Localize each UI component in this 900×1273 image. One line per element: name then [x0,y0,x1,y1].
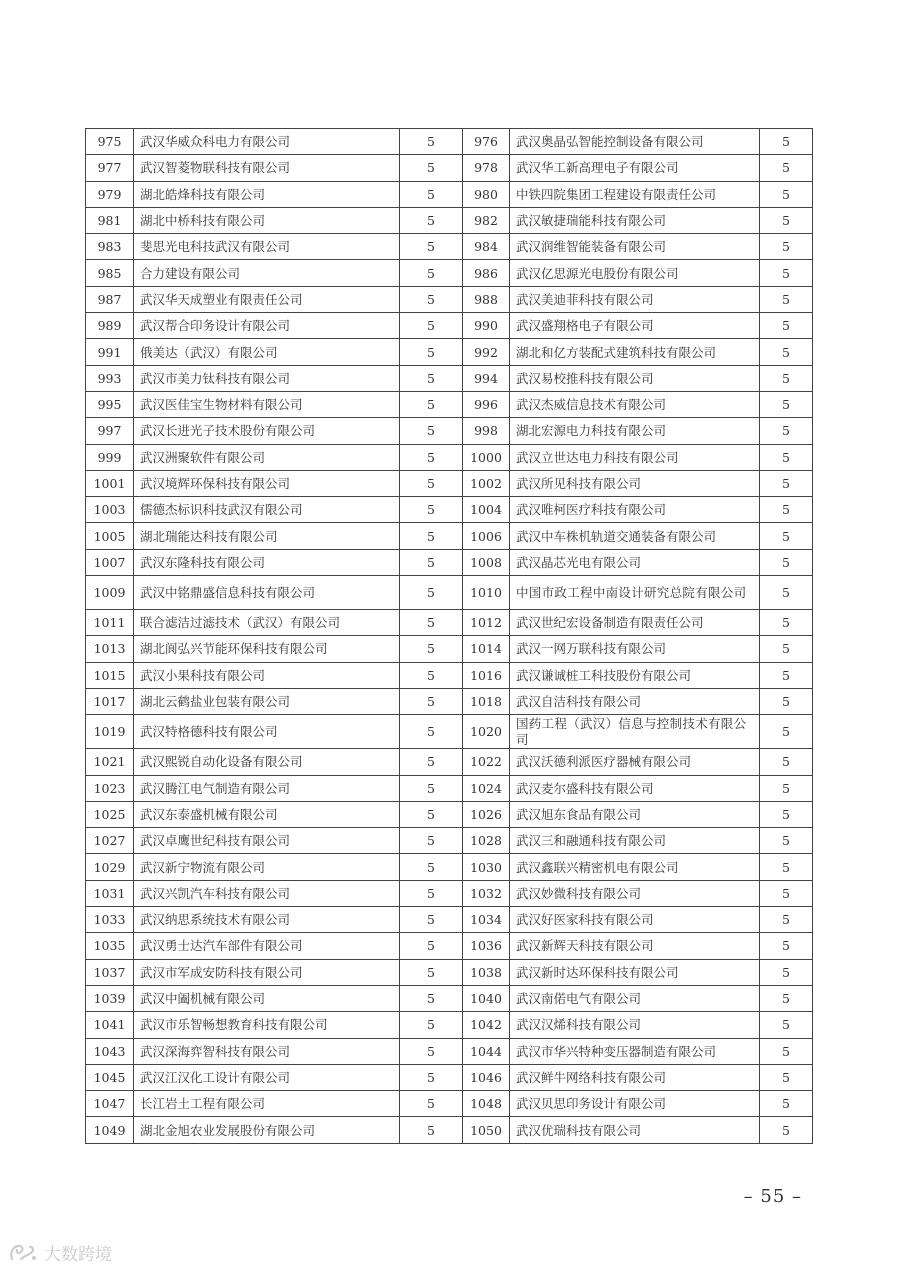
left-number-cell: 975 [86,129,134,155]
left-company-cell: 武汉洲聚软件有限公司 [134,444,400,470]
left-company-cell: 武汉华天成塑业有限责任公司 [134,286,400,312]
right-company-cell: 武汉一网万联科技有限公司 [510,636,760,662]
right-number-cell: 986 [463,260,510,286]
left-score-cell: 5 [400,854,463,880]
table-row [86,801,813,827]
right-score-cell: 5 [760,959,813,985]
left-company-cell: 湖北云鹤盐业包装有限公司 [134,688,400,714]
right-score-cell: 5 [760,610,813,636]
left-company-cell: 合力建设有限公司 [134,260,400,286]
left-score-cell: 5 [400,470,463,496]
table-row [86,339,813,365]
left-score-cell: 5 [400,418,463,444]
left-number-cell: 977 [86,155,134,181]
left-company-cell: 武汉智菱物联科技有限公司 [134,155,400,181]
right-number-cell: 1014 [463,636,510,662]
left-number-cell: 981 [86,207,134,233]
right-score-cell: 5 [760,1117,813,1143]
table-row [86,1117,813,1143]
right-company-cell: 武汉所见科技有限公司 [510,470,760,496]
right-score-cell: 5 [760,662,813,688]
left-score-cell: 5 [400,286,463,312]
table-row [86,523,813,549]
left-company-cell: 武汉帮合印务设计有限公司 [134,313,400,339]
right-score-cell: 5 [760,688,813,714]
left-company-cell: 武汉市乐智畅想教育科技有限公司 [134,1012,400,1038]
left-score-cell: 5 [400,129,463,155]
left-number-cell: 979 [86,181,134,207]
table-row [86,933,813,959]
right-score-cell: 5 [760,636,813,662]
left-score-cell: 5 [400,636,463,662]
left-number-cell: 993 [86,365,134,391]
left-score-cell: 5 [400,610,463,636]
left-score-cell: 5 [400,828,463,854]
right-number-cell: 1032 [463,880,510,906]
left-company-cell: 湖北金旭农业发展股份有限公司 [134,1117,400,1143]
table-row [86,549,813,575]
right-company-cell: 武汉敏捷瑞能科技有限公司 [510,207,760,233]
left-number-cell: 1019 [86,715,134,749]
left-company-cell: 武汉市军成安防科技有限公司 [134,959,400,985]
table-row [86,470,813,496]
left-number-cell: 983 [86,234,134,260]
table-body [86,129,813,1144]
right-score-cell: 5 [760,1012,813,1038]
left-number-cell: 1003 [86,497,134,523]
left-number-cell: 1037 [86,959,134,985]
left-score-cell: 5 [400,549,463,575]
right-company-cell: 中铁四院集团工程建设有限责任公司 [510,181,760,207]
right-number-cell: 996 [463,391,510,417]
left-company-cell: 长江岩土工程有限公司 [134,1091,400,1117]
left-score-cell: 5 [400,260,463,286]
right-number-cell: 1008 [463,549,510,575]
right-number-cell: 992 [463,339,510,365]
right-score-cell: 5 [760,854,813,880]
left-number-cell: 991 [86,339,134,365]
table-row [86,1012,813,1038]
right-company-cell: 武汉新辉天科技有限公司 [510,933,760,959]
left-score-cell: 5 [400,181,463,207]
table-row [86,775,813,801]
right-number-cell: 998 [463,418,510,444]
left-number-cell: 1027 [86,828,134,854]
right-score-cell: 5 [760,181,813,207]
table-row [86,365,813,391]
left-number-cell: 1043 [86,1038,134,1064]
left-number-cell: 1031 [86,880,134,906]
right-number-cell: 1030 [463,854,510,880]
left-score-cell: 5 [400,907,463,933]
left-number-cell: 1049 [86,1117,134,1143]
right-score-cell: 5 [760,391,813,417]
left-number-cell: 1039 [86,985,134,1011]
right-score-cell: 5 [760,933,813,959]
table-row [86,907,813,933]
left-company-cell: 武汉江汉化工设计有限公司 [134,1064,400,1090]
left-number-cell: 1033 [86,907,134,933]
left-score-cell: 5 [400,1064,463,1090]
table-row [86,715,813,749]
right-number-cell: 1002 [463,470,510,496]
table-row [86,155,813,181]
left-score-cell: 5 [400,775,463,801]
right-company-cell: 武汉易校推科技有限公司 [510,365,760,391]
left-company-cell: 湖北阆弘兴节能环保科技有限公司 [134,636,400,662]
left-score-cell: 5 [400,313,463,339]
right-number-cell: 1040 [463,985,510,1011]
right-score-cell: 5 [760,207,813,233]
table-row [86,234,813,260]
right-score-cell: 5 [760,444,813,470]
right-number-cell: 1012 [463,610,510,636]
right-company-cell: 武汉妙微科技有限公司 [510,880,760,906]
right-number-cell: 1006 [463,523,510,549]
right-company-cell: 武汉奥晶弘智能控制设备有限公司 [510,129,760,155]
right-company-cell: 武汉美迪菲科技有限公司 [510,286,760,312]
left-score-cell: 5 [400,391,463,417]
left-company-cell: 武汉东隆科技有限公司 [134,549,400,575]
right-number-cell: 1016 [463,662,510,688]
right-score-cell: 5 [760,339,813,365]
right-score-cell: 5 [760,523,813,549]
left-company-cell: 湖北中桥科技有限公司 [134,207,400,233]
left-company-cell: 武汉兴凯汽车科技有限公司 [134,880,400,906]
right-company-cell: 武汉鲜牛网络科技有限公司 [510,1064,760,1090]
right-number-cell: 1028 [463,828,510,854]
left-company-cell: 武汉中阖机械有限公司 [134,985,400,1011]
left-number-cell: 1035 [86,933,134,959]
left-number-cell: 995 [86,391,134,417]
right-number-cell: 1004 [463,497,510,523]
left-company-cell: 武汉华威众科电力有限公司 [134,129,400,155]
left-number-cell: 997 [86,418,134,444]
right-score-cell: 5 [760,234,813,260]
right-score-cell: 5 [760,1091,813,1117]
right-number-cell: 1020 [463,715,510,749]
left-score-cell: 5 [400,1012,463,1038]
left-score-cell: 5 [400,662,463,688]
left-number-cell: 1023 [86,775,134,801]
left-number-cell: 1029 [86,854,134,880]
table-row [86,1064,813,1090]
left-score-cell: 5 [400,207,463,233]
left-number-cell: 999 [86,444,134,470]
right-score-cell: 5 [760,497,813,523]
table-row [86,854,813,880]
table-row [86,959,813,985]
left-number-cell: 987 [86,286,134,312]
table-row [86,880,813,906]
left-score-cell: 5 [400,1117,463,1143]
table-row [86,1091,813,1117]
right-score-cell: 5 [760,715,813,749]
left-company-cell: 武汉熙锐自动化设备有限公司 [134,749,400,775]
left-score-cell: 5 [400,1091,463,1117]
left-company-cell: 湖北瑞能达科技有限公司 [134,523,400,549]
right-score-cell: 5 [760,828,813,854]
right-score-cell: 5 [760,260,813,286]
right-number-cell: 1024 [463,775,510,801]
right-company-cell: 武汉世纪宏设备制造有限责任公司 [510,610,760,636]
left-score-cell: 5 [400,155,463,181]
right-score-cell: 5 [760,1038,813,1064]
page-number: – 55 – [743,1186,802,1207]
right-company-cell: 武汉好医家科技有限公司 [510,907,760,933]
right-score-cell: 5 [760,365,813,391]
left-company-cell: 武汉新宁物流有限公司 [134,854,400,880]
left-score-cell: 5 [400,523,463,549]
right-number-cell: 976 [463,129,510,155]
left-score-cell: 5 [400,959,463,985]
right-number-cell: 1050 [463,1117,510,1143]
left-score-cell: 5 [400,880,463,906]
left-company-cell: 武汉长进光子技术股份有限公司 [134,418,400,444]
right-score-cell: 5 [760,749,813,775]
left-company-cell: 俄美达（武汉）有限公司 [134,339,400,365]
right-score-cell: 5 [760,801,813,827]
right-company-cell: 武汉润维智能装备有限公司 [510,234,760,260]
left-company-cell: 武汉纳思系统技术有限公司 [134,907,400,933]
table-row [86,391,813,417]
table-row [86,688,813,714]
right-number-cell: 990 [463,313,510,339]
left-number-cell: 1015 [86,662,134,688]
company-list-table [85,128,813,1144]
right-score-cell: 5 [760,1064,813,1090]
left-company-cell: 武汉中铭鼎盛信息科技有限公司 [134,576,400,610]
left-number-cell: 1009 [86,576,134,610]
left-number-cell: 1017 [86,688,134,714]
left-score-cell: 5 [400,801,463,827]
table-row [86,260,813,286]
right-score-cell: 5 [760,286,813,312]
left-company-cell: 斐思光电科技武汉有限公司 [134,234,400,260]
right-company-cell: 中国市政工程中南设计研究总院有限公司 [510,576,760,610]
left-score-cell: 5 [400,933,463,959]
left-number-cell: 1011 [86,610,134,636]
right-company-cell: 武汉谦诚桩工科技股份有限公司 [510,662,760,688]
left-score-cell: 5 [400,234,463,260]
right-number-cell: 1046 [463,1064,510,1090]
right-number-cell: 1022 [463,749,510,775]
left-score-cell: 5 [400,576,463,610]
right-score-cell: 5 [760,129,813,155]
right-number-cell: 1000 [463,444,510,470]
table-row [86,313,813,339]
right-number-cell: 1044 [463,1038,510,1064]
right-score-cell: 5 [760,576,813,610]
right-score-cell: 5 [760,313,813,339]
left-number-cell: 1001 [86,470,134,496]
left-company-cell: 武汉东泰盛机械有限公司 [134,801,400,827]
right-number-cell: 1048 [463,1091,510,1117]
right-company-cell: 武汉汉烯科技有限公司 [510,1012,760,1038]
left-company-cell: 湖北皓烽科技有限公司 [134,181,400,207]
right-company-cell: 武汉立世达电力科技有限公司 [510,444,760,470]
right-number-cell: 1018 [463,688,510,714]
left-score-cell: 5 [400,985,463,1011]
left-score-cell: 5 [400,1038,463,1064]
left-company-cell: 武汉卓鹰世纪科技有限公司 [134,828,400,854]
left-company-cell: 儒德杰标识科技武汉有限公司 [134,497,400,523]
left-number-cell: 1021 [86,749,134,775]
left-score-cell: 5 [400,365,463,391]
table-row [86,129,813,155]
right-company-cell: 武汉沃德利派医疗器械有限公司 [510,749,760,775]
table-row [86,636,813,662]
table-row [86,610,813,636]
right-company-cell: 武汉贝思印务设计有限公司 [510,1091,760,1117]
watermark [8,1240,112,1265]
right-score-cell: 5 [760,418,813,444]
table-row [86,1038,813,1064]
right-number-cell: 1036 [463,933,510,959]
right-number-cell: 994 [463,365,510,391]
left-company-cell: 武汉特格德科技有限公司 [134,715,400,749]
right-number-cell: 984 [463,234,510,260]
left-company-cell: 武汉腾江电气制造有限公司 [134,775,400,801]
left-company-cell: 武汉医佳宝生物材料有限公司 [134,391,400,417]
right-score-cell: 5 [760,880,813,906]
right-company-cell: 湖北宏源电力科技有限公司 [510,418,760,444]
right-company-cell: 武汉中车株机轨道交通装备有限公司 [510,523,760,549]
left-number-cell: 1007 [86,549,134,575]
right-company-cell: 武汉优瑞科技有限公司 [510,1117,760,1143]
right-company-cell: 武汉盛翔格电子有限公司 [510,313,760,339]
brand-logo-icon [8,1242,38,1264]
right-company-cell: 武汉晶芯光电有限公司 [510,549,760,575]
left-number-cell: 1005 [86,523,134,549]
left-company-cell: 联合滤洁过滤技术（武汉）有限公司 [134,610,400,636]
right-company-cell: 武汉自洁科技有限公司 [510,688,760,714]
table-row [86,207,813,233]
table-row [86,749,813,775]
left-score-cell: 5 [400,497,463,523]
table-row [86,286,813,312]
right-number-cell: 1010 [463,576,510,610]
left-number-cell: 1045 [86,1064,134,1090]
table-row [86,985,813,1011]
left-number-cell: 1041 [86,1012,134,1038]
table-row [86,497,813,523]
left-company-cell: 武汉勇士达汽车部件有限公司 [134,933,400,959]
left-score-cell: 5 [400,444,463,470]
left-score-cell: 5 [400,688,463,714]
right-number-cell: 988 [463,286,510,312]
left-number-cell: 1047 [86,1091,134,1117]
right-number-cell: 1042 [463,1012,510,1038]
right-number-cell: 1038 [463,959,510,985]
right-score-cell: 5 [760,549,813,575]
left-number-cell: 1013 [86,636,134,662]
left-score-cell: 5 [400,749,463,775]
right-company-cell: 武汉旭东食品有限公司 [510,801,760,827]
left-score-cell: 5 [400,715,463,749]
left-number-cell: 1025 [86,801,134,827]
left-company-cell: 武汉境辉环保科技有限公司 [134,470,400,496]
right-company-cell: 武汉市华兴特种变压器制造有限公司 [510,1038,760,1064]
right-score-cell: 5 [760,907,813,933]
left-number-cell: 985 [86,260,134,286]
table-row [86,181,813,207]
right-company-cell: 武汉杰威信息技术有限公司 [510,391,760,417]
right-number-cell: 982 [463,207,510,233]
table-row [86,444,813,470]
right-company-cell: 国药工程（武汉）信息与控制技术有限公司 [510,715,760,749]
right-number-cell: 1034 [463,907,510,933]
left-company-cell: 武汉小果科技有限公司 [134,662,400,688]
table-row [86,576,813,610]
right-score-cell: 5 [760,985,813,1011]
right-company-cell: 武汉南偌电气有限公司 [510,985,760,1011]
right-score-cell: 5 [760,775,813,801]
table-row [86,662,813,688]
left-score-cell: 5 [400,339,463,365]
right-company-cell: 武汉华工新高理电子有限公司 [510,155,760,181]
table-row [86,828,813,854]
right-company-cell: 武汉亿思源光电股份有限公司 [510,260,760,286]
right-company-cell: 湖北和亿方装配式建筑科技有限公司 [510,339,760,365]
right-company-cell: 武汉唯柯医疗科技有限公司 [510,497,760,523]
left-company-cell: 武汉深海弈智科技有限公司 [134,1038,400,1064]
watermark-text: 大数跨境 [44,1245,112,1265]
right-company-cell: 武汉三和融通科技有限公司 [510,828,760,854]
right-score-cell: 5 [760,155,813,181]
left-company-cell: 武汉市美力钛科技有限公司 [134,365,400,391]
table-row [86,418,813,444]
right-score-cell: 5 [760,470,813,496]
right-company-cell: 武汉鑫联兴精密机电有限公司 [510,854,760,880]
right-company-cell: 武汉新时达环保科技有限公司 [510,959,760,985]
right-number-cell: 1026 [463,801,510,827]
left-number-cell: 989 [86,313,134,339]
right-company-cell: 武汉麦尔盛科技有限公司 [510,775,760,801]
right-number-cell: 978 [463,155,510,181]
right-number-cell: 980 [463,181,510,207]
